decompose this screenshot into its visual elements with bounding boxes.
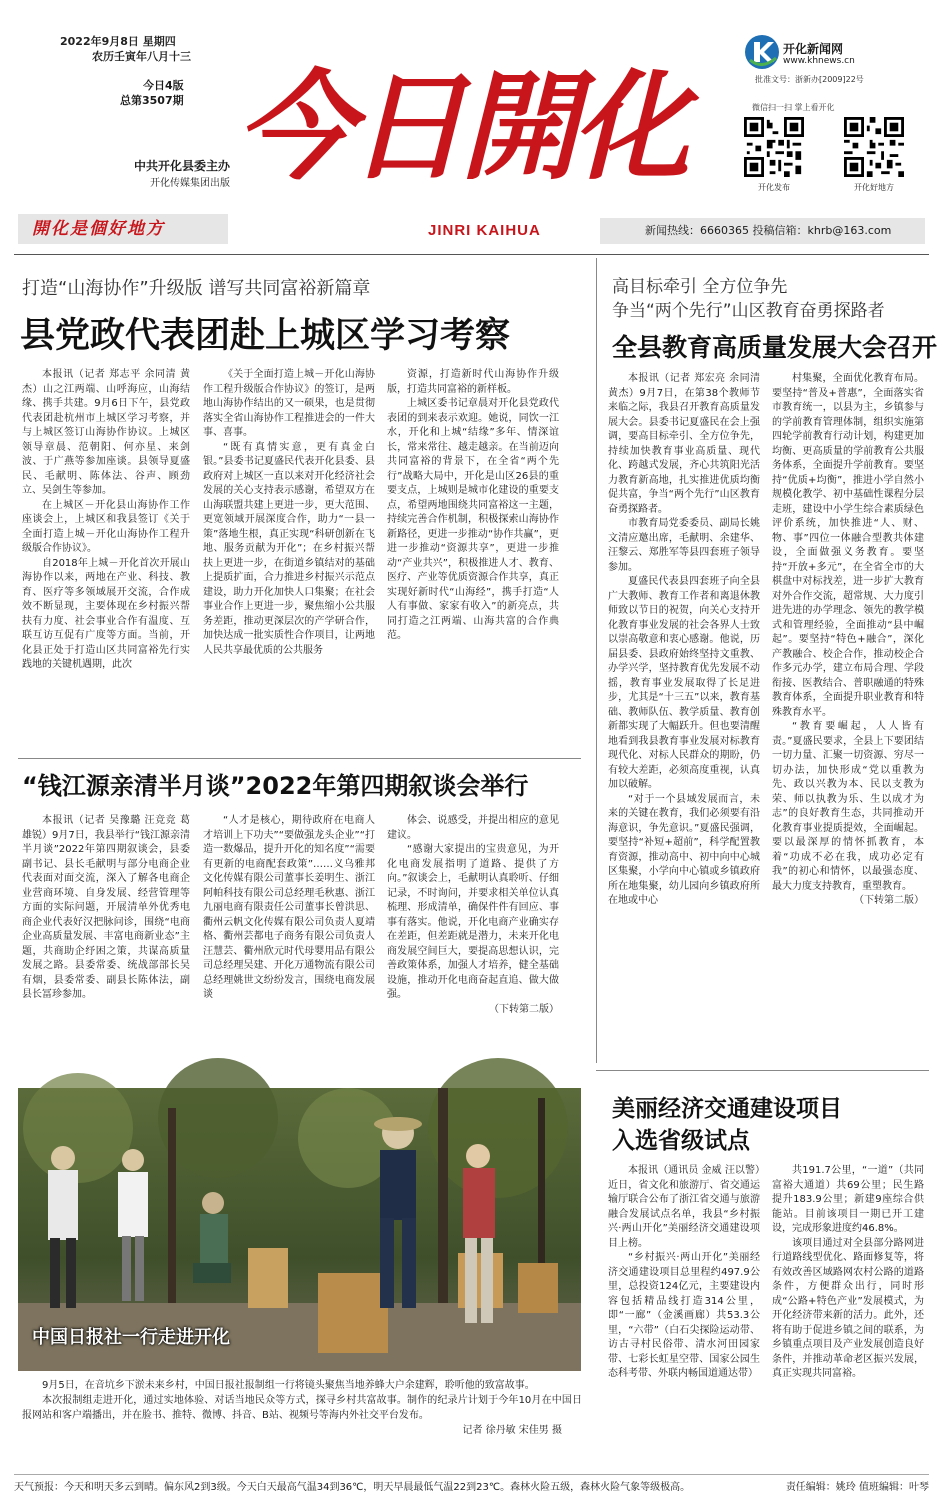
article3-para: 市教育局党委委员、副局长姚文清应邀出席，毛献明、余建华、汪黎云、郑胜军等县四套班子领导参加。 bbox=[608, 518, 760, 573]
article3-para: 村集聚，全面优化教育布局。要坚持“普及+普惠”，全面落实省市教育统一，以县为主，乡镇参与的学前教育管理体制，组织实施第四轮学前教育行动计划，构建更加均衡、更高质量的学前教育公共服务体系，全面提升学前教育。要坚持“优质+均衡”，推进小学自然小规模化教学、初中基础性课程分层走班，建设中小学生综合素质绿色评价系统，加快推进“人、财、物、事”四位一体融合型教共体建设，全面做强义务教育。要坚持“开放+多元”，在全省全市的大棋盘中对标找差，进一步扩大教育对外合作交流，超常规、大力度引进先进的办学理念、领先的教学模式和管理经验，全面推动“县中崛起”。要坚持“特色+融合”，深化产教融合、校企合作，推动校企合作多元办学，建立布局合理、学段衔接、医教结合、普职融通的特殊教育体系，全面提升职业教育和特殊教育水平。 bbox=[772, 373, 924, 718]
article2-headline[interactable]: “钱江源亲清半月谈”2022年第四期叙谈会举行 bbox=[22, 772, 529, 800]
qr-label-2: 开化好地方 bbox=[854, 183, 894, 192]
sponsor: 中共开化县委主办 bbox=[133, 159, 230, 173]
photo-caption-para-2: 本次报制组走进开化，通过实地体验、对话当地民众等方式，探寻乡村共富故事。制作的纪录片计划于今年10月在中国日报网站和客户端播出，并在脸书、推特、微博、抖音、B站、视频号等海内外社交平台发布。 bbox=[22, 1395, 582, 1421]
article3-kicker-2: 争当“两个先行”山区教育奋勇探路者 bbox=[612, 301, 885, 321]
article3-para: 夏盛民代表县四套班子向全县广大教师、教育工作者和离退休教师致以节日的祝贺，向关心支持开化教育事业发展的社会各界人士致以崇高敬意和衷心感谢。他说，历届县委、县政府始终坚持文重教、办学兴学，坚持教育优先发展不动摇，教育事业发展取得了长足进步，尤其是“十三五”以来，教育基础、教师队伍、教学质量、教育创新都实现了大幅跃升。但也要清醒地看到我县教育事业发展对标教育现代化、对标人民群众的期盼，仍有较大差距，必须高度重视，认真加以破解。 bbox=[608, 576, 760, 790]
article2-column-1 bbox=[22, 814, 190, 1062]
article4-para: “乡村振兴·两山开化”美丽经济交通建设项目总里程约497.9公里，总投资124亿元，主要建设内容包括精品线打造314公里，即“一廊”（金溪画廊）共53.3公里，“六带”（白石尖探险运动带、访古寻村民俗带、清水河田园家带、七彩长虹星空带、国家公园生态科考带、外联内畅国道通达带） bbox=[608, 1252, 760, 1379]
news-site-logo bbox=[740, 28, 930, 88]
article1-para: 资源，打造新时代山海协作升级版，打造共同富裕的新样板。 bbox=[387, 369, 559, 395]
photo-credit: 记者 徐丹敏 宋佳男 摄 bbox=[462, 1425, 562, 1436]
article4-para: 共191.7公里，“一道”（共同富裕大通道）共69公里；民生路提升183.9公里；新建9座综合供能站。目前该项目一期已开工建设，完成形象进度约46.8%。 bbox=[772, 1165, 924, 1234]
title-text: 今日開化 bbox=[235, 57, 685, 196]
article1-para: 在上城区－开化县山海协作工作座谈会上，上城区和我县签订《关于全面打造上城－开化山海协作工程升级版合作协议》。 bbox=[22, 499, 190, 554]
masthead-divider bbox=[14, 254, 929, 255]
hotline-bar: 新闻热线：6660365 投稿信箱：khrb@163.com bbox=[600, 218, 925, 244]
weather-forecast: 天气预报：今天和明天多云到晴。偏东风2到3级。今天白天最高气温34到36℃，明天早晨最低气温22到23℃。森林火险五级，森林火险气象等级极高。 bbox=[14, 1482, 691, 1493]
article2-column-2 bbox=[203, 814, 375, 1062]
site-url[interactable]: www.khnews.cn bbox=[783, 56, 855, 66]
newspaper-title-logo bbox=[235, 28, 685, 213]
article3-headline[interactable]: 全县教育高质量发展大会召开 bbox=[612, 333, 938, 362]
column-divider bbox=[596, 258, 597, 1063]
qr-label-1: 开化发布 bbox=[758, 183, 790, 192]
article1-kicker: 打造“山海协作”升级版 谱写共同富裕新篇章 bbox=[22, 278, 371, 299]
article1-column-2 bbox=[203, 368, 375, 753]
masthead-date bbox=[60, 34, 191, 64]
site-name: 开化新闻网 bbox=[783, 42, 844, 56]
article4-para: 本报讯（通讯员 金威 汪以警）近日，省文化和旅游厅、省交通运输厅联合公布了浙江省交通与旅游融合发展试点名单，我县“乡村振兴·两山开化”美丽经济交通建设项目上榜。 bbox=[608, 1165, 760, 1249]
article1-para: 《关于全面打造上城－开化山海协作工程升级版合作协议》的签订，是两地山海协作结出的又一硕果，也是贯彻落实全省山海协作工程推进会的一件大事、喜事。 bbox=[203, 369, 375, 438]
photo-caption bbox=[22, 1378, 582, 1468]
article1-para: 上城区委书记章晨对开化县党政代表团的到来表示欢迎。她说，同饮一江水，开化和上城“结缘”多年、情深谊长，常来常往、越走越亲。在当前迈向共同富裕的背景下，在全省“两个先行”战略大局中，开化是山区26县的重要支点，上城则是城市化建设的重要支点，希望两地围绕共同富裕这一主题，持续完善合作机制，积极探索山海协作新路径，更进一步推动“协作共赢”，更进一步推动“资源共享”，更进一步推动“产业共兴”，积极推进人才、教育、医疗、产业等优质资源合作共享，真正实现好新时代“山海经”，携手打造“人人有事做、家家有收入”的新亮点，共同打造之江两端、山海共富的合作典范。 bbox=[387, 398, 559, 641]
qr-code-icon bbox=[744, 116, 804, 178]
publisher: 开化传媒集团出版 bbox=[150, 178, 230, 189]
article3-column-1 bbox=[608, 372, 760, 1062]
editor-credits: 责任编辑：姚玲 值班编辑：叶琴 bbox=[785, 1482, 929, 1493]
sponsor-block bbox=[68, 158, 230, 192]
article2-column-3 bbox=[387, 814, 559, 1062]
qr-code-2[interactable] bbox=[844, 116, 904, 193]
date-line: 2022年9月8日 星期四 bbox=[60, 35, 176, 48]
article2-continue-note[interactable]: （下转第二版） bbox=[489, 1003, 559, 1015]
divider bbox=[596, 1070, 929, 1071]
article3-para: “教育要崛起，人人皆有责。”夏盛民要求，全县上下要团结一切力量、汇聚一切资源、穷尽一切办法，加快形成“党以重教为先、政以兴教为本、民以支教为荣、师以执教为乐、生以成才为志”的良好教育生态，共同推动开化教育事业提质提效，全面崛起。要以最深厚的情怀抓教育，本着“功成不必在我，成功必定有我”的初心和情怀，以最强态度、最大力度支持教育，重塑教育。 bbox=[772, 721, 924, 892]
article3-column-2 bbox=[772, 372, 924, 1062]
article3-kicker-1: 高目标牵引 全方位争先 bbox=[612, 277, 788, 297]
article1-para: 自2018年上城－开化首次开展山海协作以来，两地在产业、科技、教育、医疗等多领域展开交流，合作成效不断显现，主要体现在乡村振兴帮扶有力度、社会事业合作有温度、互联互访互促有广度等方面。当前，开化县正处于打造山区共同富裕先行实践地的关键机遇期，此次 bbox=[22, 557, 190, 670]
article4-headline-line-2[interactable]: 入选省级试点 bbox=[612, 1128, 750, 1154]
photo-caption-overlay: 中国日报社一行走进开化 bbox=[32, 1327, 230, 1348]
article1-column-3 bbox=[387, 368, 559, 753]
article2-para: “人才是核心，期待政府在电商人才培训上下功夫”“要做强龙头企业”“打造一数爆品，提升开化的知名度”“需要有更新的电商配套政策”……义乌雅邦文化传媒有限公司董事长姜明生、浙江阿帕科技有限公司总经理毛秋惠、浙江九丽电商有限责任公司董事长曾洪思、衢州云帆文化传媒有限公司负责人夏靖格、衢州芸都电子商务有限公司负责人汪慧芸、衢州欣元时代母婴用品有限公司总经理吴建、开化万通物流有限公司总经理姚世文纷纷发言，围绕电商发展谈 bbox=[203, 815, 375, 1000]
khnews-logo-icon bbox=[742, 32, 782, 72]
article4-para: 该项目通过对全县部分路网进行道路线型优化、路面修复等，将有效改善区域路网农村公路的道路条件，方便群众出行，同时形成“公路+特色产业”发展模式，为开化经济带来新的活力。此外，还将有助于促进乡镇之间的联系，为乡镇重点项目及产业发展创造良好条件，并推动革命老区振兴发展，真正实现共同富裕。 bbox=[772, 1237, 924, 1379]
article3-para: “对于一个县域发展而言，未来的关键在教育，我们必须要有沿海意识，争先意识。”夏盛民强调，要坚持“补短+超前”，科学配置教育资源，推动高中、初中向中心城区集聚，小学向中心镇或乡镇政府所在地集聚，幼儿园向乡镇政府所在地或中心 bbox=[608, 793, 760, 906]
article1-para: 本报讯（记者 郑志平 余同清 黄杰）山之江两端、山呼海应，山海结缘、携手共建。9月6日下午，县党政代表团赴杭州市上城区学习考察，并与上城区签订山海协作协议。上城区领导章晨、范朝阳、何亦星、来剑波、于广燕等参加座谈。县领导夏盛民、毛献明、陈体法、谷声、顾劲立、吴剑生等参加。 bbox=[22, 369, 190, 496]
article2-para: 本报讯（记者 吴豫璐 汪竞竞 葛雄锐）9月7日，我县举行“钱江源亲清半月谈”2022年第四期叙谈会，县委副书记、县长毛献明与部分电商企业代表面对面交流，深入了解各电商企业营商环境、自身发展、经营管理等方面的实际问题，开展清单外优秀电商企业代表好汉把脉问诊，围绕“电商企业高质量发展、丰富电商新业态”主题，共商助企纾困之策，共谋高质量发展之路。县委常委、统战部部长吴有烟，县委常委、副县长陈体法，副县长冨珍参加。 bbox=[22, 815, 190, 1000]
edition-info bbox=[120, 78, 184, 108]
slogan-text: 開化是個好地方 bbox=[32, 219, 165, 239]
edition-line: 今日4版 bbox=[142, 79, 184, 92]
article3-para: 本报讯（记者 郑宏亮 余同清 黄杰）9月7日，在第38个教师节来临之际，我县召开教育高质量发展大会。县委书记夏盛民在会上强调，要高目标牵引、全方位争先，持续加快教育事业高质量、现代化、跨越式发展，齐心共筑阳光活力教育新高地，扎实推进优质均衡促共富，争当“两个先行”山区教育奋勇探路者。 bbox=[608, 373, 760, 515]
article2-para: 体会、说感受，并提出相应的意见建议。 bbox=[387, 815, 559, 841]
article3-continue-note[interactable]: （下转第二版） bbox=[854, 895, 924, 906]
footer-bar bbox=[14, 1474, 929, 1493]
article2-para: “感谢大家提出的宝贵意见，为开化电商发展指明了道路、提供了方向。”叙谈会上，毛献明认真聆听、仔细记录，不时询问，并要求相关单位认真梳理、形成清单，确保件件有回应、事事有落实。他说，开化电商产业确实存在差距，但差距就是潜力，未来开化电商发展空间巨大，要提高思想认识，完善政策体系，加强人才培养，健全基础设施，推动开化电商奋起直追、做大做强。 bbox=[387, 844, 559, 1000]
article4-column-2 bbox=[772, 1164, 924, 1464]
lunar-line: 农历壬寅年八月十三 bbox=[92, 50, 191, 63]
article4-headline-line-1[interactable]: 美丽经济交通建设项目 bbox=[612, 1096, 842, 1122]
qr-code-1[interactable] bbox=[744, 116, 804, 193]
issue-line: 总第3507期 bbox=[120, 94, 184, 107]
qr-caption: 微信扫一扫 掌上看开化 bbox=[752, 103, 835, 112]
divider bbox=[18, 758, 581, 759]
qr-code-icon bbox=[844, 116, 904, 178]
site-license: 批准文号：浙新办[2009]22号 bbox=[755, 75, 864, 84]
article1-para: “既有真情实意，更有真金白银。”县委书记夏盛民代表开化县委、县政府对上城区一直以来对开化经济社会发展的关心支持表示感谢，希望双方在山海联盟共建上更进一步，更大范围、更宽领域开展深度合作，助力“一县一策”落地生根，真正实现“科研创新在飞地、服务贡献为开化”；在乡村振兴帮扶上更进一步，在街道乡镇结对的基础上提质扩面，合力推进乡村振兴示范点建设，助力开化加快人口集聚；在社会事业合作上更进一步，聚焦缩小公共服务差距，推动更深层次的产学研合作，加快达成一批实质性合作项目，让两地人民共享最优质的公共服务 bbox=[203, 441, 375, 656]
photo-caption-para-1: 9月5日，在音坑乡下淤未来乡村，中国日报社报制组一行将镜头聚焦当地养蜂大户余建辉，聆听他的致富故事。 bbox=[42, 1380, 535, 1391]
article4-column-1 bbox=[608, 1164, 760, 1464]
title-pinyin: JINRI KAIHUA bbox=[428, 222, 541, 239]
slogan-banner bbox=[18, 214, 228, 244]
news-photo[interactable] bbox=[18, 1088, 581, 1371]
article1-headline[interactable]: 县党政代表团赴上城区学习考察 bbox=[20, 316, 511, 356]
article1-column-1 bbox=[22, 368, 190, 753]
